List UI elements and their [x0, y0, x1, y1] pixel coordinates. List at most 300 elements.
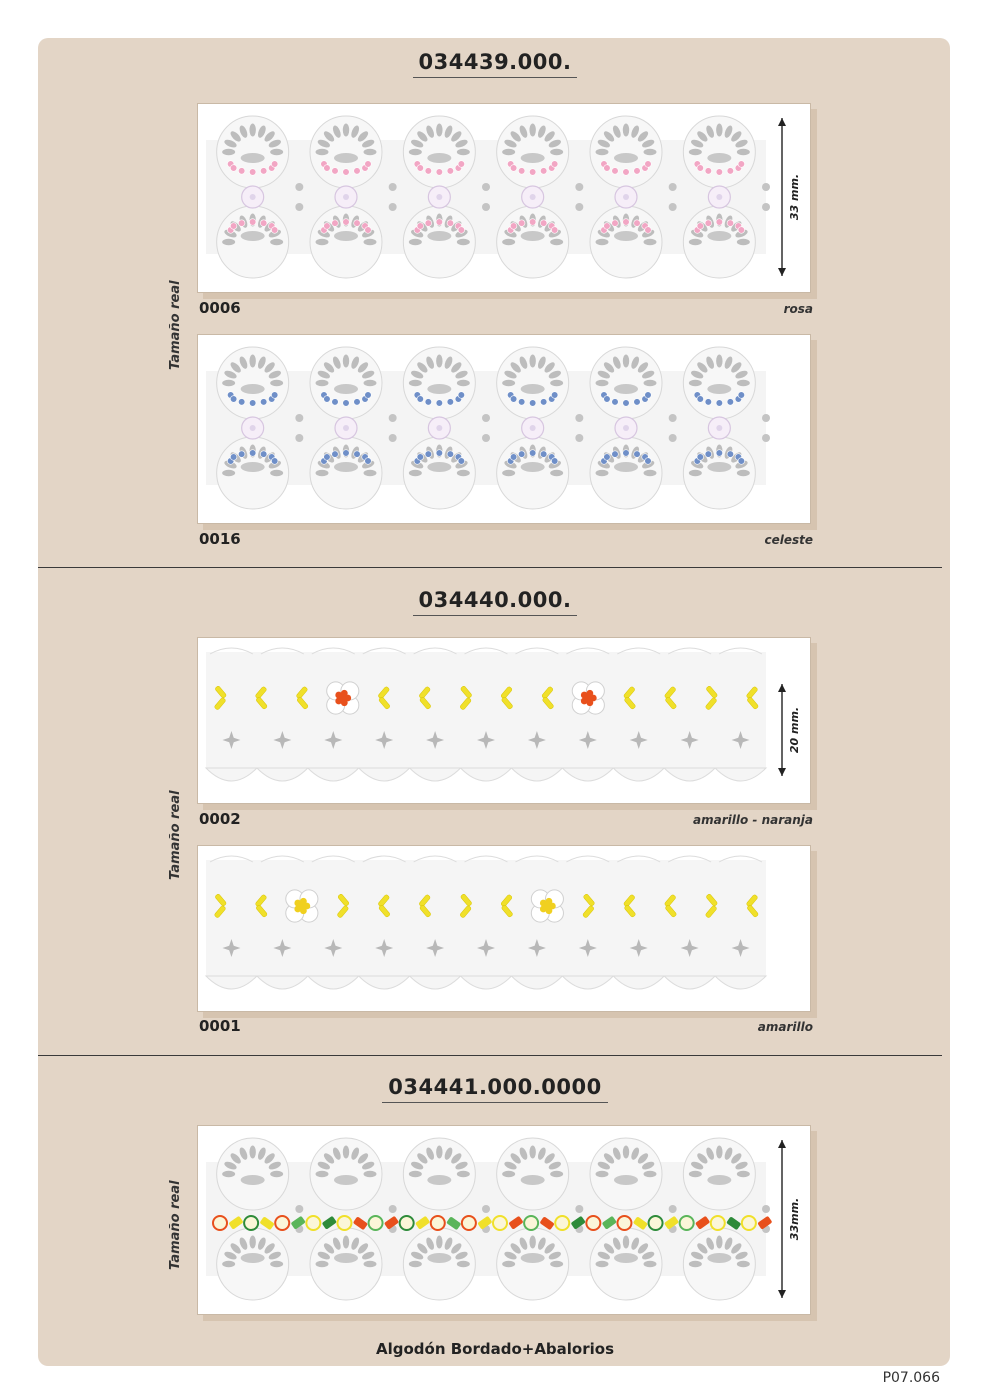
bead — [738, 227, 745, 234]
product-color: celeste — [764, 533, 813, 547]
bead — [365, 161, 372, 168]
eyelet-slot — [521, 153, 545, 163]
bead — [634, 451, 641, 458]
bead — [354, 399, 361, 406]
bead — [230, 396, 237, 403]
eyelet-hole — [737, 1261, 750, 1267]
eyelet-slot — [521, 384, 545, 394]
scallop — [257, 768, 308, 781]
eyelet-hole — [596, 149, 609, 155]
eyelet-slot — [334, 1175, 358, 1185]
eyelet-slot — [241, 1253, 265, 1263]
eyelet-hole — [249, 124, 255, 137]
eyelet-hole — [529, 1146, 535, 1159]
scallop — [562, 768, 613, 781]
bead — [425, 399, 432, 406]
eyelet-hole — [316, 380, 329, 386]
sequin — [369, 1216, 383, 1230]
eyelet-hole — [457, 470, 470, 476]
bead — [249, 219, 256, 226]
eyelet-hole — [550, 239, 563, 245]
eyelet-hole — [737, 239, 750, 245]
eyelet-slot — [241, 462, 265, 472]
bead — [238, 220, 245, 227]
eyelet-hole — [596, 239, 609, 245]
bead — [238, 399, 245, 406]
bead — [645, 458, 652, 465]
bead — [623, 219, 630, 226]
eyelet-hole — [502, 1171, 515, 1177]
bead — [365, 392, 372, 399]
eyelet-hole — [436, 355, 442, 368]
eyelet-hole — [482, 1205, 490, 1213]
eyelet-hole — [669, 203, 677, 211]
bead — [697, 396, 704, 403]
bead — [271, 458, 278, 465]
eyelet-hole — [502, 1261, 515, 1267]
bead — [332, 168, 339, 175]
sequin — [680, 1216, 694, 1230]
eyelet-hole — [457, 1261, 470, 1267]
bead — [447, 399, 454, 406]
sequin-center — [623, 425, 629, 431]
eyelet-hole — [502, 239, 515, 245]
eyelet-hole — [689, 470, 702, 476]
eyelet-hole — [389, 414, 397, 422]
scallop — [410, 976, 461, 989]
scallop — [359, 976, 410, 989]
bead — [551, 161, 558, 168]
eyelet-hole — [716, 355, 722, 368]
eyelet-hole — [343, 1146, 349, 1159]
eyelet-hole — [364, 149, 377, 155]
section-title: 034441.000.0000 — [0, 1075, 990, 1103]
arrow-down-icon — [778, 768, 786, 776]
eyelet-hole — [270, 380, 283, 386]
eyelet-hole — [364, 1171, 377, 1177]
eyelet-hole — [316, 1261, 329, 1267]
eyelet-hole — [364, 470, 377, 476]
measure-label: 20 mm. — [788, 706, 801, 754]
bead — [458, 227, 465, 234]
scallop — [461, 976, 512, 989]
product-image-0006 — [197, 103, 811, 293]
bead — [716, 450, 723, 457]
sequin-center — [530, 194, 536, 200]
eyelet-hole — [575, 203, 583, 211]
eyelet-hole — [295, 203, 303, 211]
flower-bead — [298, 903, 305, 910]
sequin — [524, 1216, 538, 1230]
eyelet-hole — [316, 149, 329, 155]
eyelet-hole — [596, 380, 609, 386]
bead — [447, 220, 454, 227]
bead — [634, 399, 641, 406]
eyelet-hole — [316, 1171, 329, 1177]
product-image-0001 — [197, 845, 811, 1012]
bead — [727, 399, 734, 406]
lace-body — [206, 648, 766, 781]
eyelet-hole — [222, 239, 235, 245]
sequin-center — [716, 425, 722, 431]
eyelet-hole — [737, 470, 750, 476]
eyelet-hole — [762, 1205, 770, 1213]
bead — [738, 458, 745, 465]
bead — [623, 450, 630, 457]
sequin — [431, 1216, 445, 1230]
bead — [604, 165, 611, 172]
bead — [458, 458, 465, 465]
bead — [343, 169, 350, 176]
sequin — [555, 1216, 569, 1230]
eyelet-hole — [270, 149, 283, 155]
eyelet-hole — [669, 434, 677, 442]
sequin-center — [436, 194, 442, 200]
bead — [417, 165, 424, 172]
bead — [510, 396, 517, 403]
eyelet-hole — [550, 1171, 563, 1177]
bead — [271, 227, 278, 234]
sequin — [400, 1216, 414, 1230]
eyelet-hole — [222, 1261, 235, 1267]
eyelet-hole — [457, 1171, 470, 1177]
bead — [458, 161, 465, 168]
bead — [260, 451, 267, 458]
product-code: 0001 — [199, 1017, 241, 1035]
bead — [518, 168, 525, 175]
eyelet-slot — [427, 1253, 451, 1263]
bead — [271, 161, 278, 168]
bead — [249, 450, 256, 457]
lace-eyelet-trim — [198, 335, 810, 523]
section-divider — [38, 1055, 942, 1056]
bead — [436, 169, 443, 176]
eyelet-hole — [249, 355, 255, 368]
bead — [425, 220, 432, 227]
eyelet-hole — [316, 239, 329, 245]
bead — [738, 161, 745, 168]
eyelet-slot — [614, 462, 638, 472]
lace-body — [206, 856, 766, 989]
sequin — [742, 1216, 756, 1230]
eyelet-hole — [529, 355, 535, 368]
scallop — [511, 976, 562, 989]
bead — [705, 168, 712, 175]
eyelet-hole — [502, 380, 515, 386]
eyelet-hole — [457, 149, 470, 155]
arrow-down-icon — [778, 268, 786, 276]
bead — [551, 458, 558, 465]
bead — [529, 169, 536, 176]
bead — [343, 450, 350, 457]
sequin-center — [716, 194, 722, 200]
eyelet-hole — [737, 380, 750, 386]
eyelet-hole — [716, 1236, 722, 1249]
product-code: 0002 — [199, 810, 241, 828]
arrow-up-icon — [778, 118, 786, 126]
scallop — [461, 768, 512, 781]
eyelet-slot — [521, 462, 545, 472]
eyelet-hole — [575, 183, 583, 191]
eyelet-hole — [550, 149, 563, 155]
lace-eyelet-trim — [198, 104, 810, 292]
bead — [332, 399, 339, 406]
bead — [697, 223, 704, 230]
bead — [510, 454, 517, 461]
bead — [417, 396, 424, 403]
eyelet-hole — [343, 1236, 349, 1249]
fabric-band — [206, 652, 766, 768]
eyelet-hole — [389, 203, 397, 211]
eyelet-slot — [241, 231, 265, 241]
eyelet-hole — [623, 1146, 629, 1159]
bead — [645, 227, 652, 234]
bead — [705, 399, 712, 406]
bead — [354, 168, 361, 175]
scallop — [664, 976, 715, 989]
eyelet-slot — [334, 153, 358, 163]
bead — [697, 454, 704, 461]
eyelet-hole — [409, 1171, 422, 1177]
bead — [697, 165, 704, 172]
section-divider — [38, 567, 942, 568]
arrow-down-icon — [778, 1290, 786, 1298]
sequin-center — [250, 425, 256, 431]
eyelet-hole — [689, 1261, 702, 1267]
lace-multicolor-beaded-trim — [198, 1126, 810, 1314]
scalloped-beaded-trim — [198, 846, 810, 1011]
bead — [425, 451, 432, 458]
bead — [436, 450, 443, 457]
product-image-0016 — [197, 334, 811, 524]
eyelet-hole — [249, 1236, 255, 1249]
fabric-band — [206, 140, 766, 254]
bead — [343, 400, 350, 407]
bead — [230, 454, 237, 461]
eyelet-hole — [644, 149, 657, 155]
eyelet-slot — [614, 1253, 638, 1263]
bead — [324, 454, 331, 461]
eyelet-slot — [334, 1253, 358, 1263]
eyelet-hole — [436, 1146, 442, 1159]
eyelet-hole — [482, 434, 490, 442]
eyelet-slot — [707, 1253, 731, 1263]
sequin-center — [436, 425, 442, 431]
bead — [324, 396, 331, 403]
eyelet-hole — [596, 1171, 609, 1177]
eyelet-hole — [502, 470, 515, 476]
eyelet-hole — [737, 149, 750, 155]
eyelet-hole — [575, 414, 583, 422]
eyelet-hole — [689, 239, 702, 245]
eyelet-hole — [762, 203, 770, 211]
scallop — [613, 768, 664, 781]
flower-bead — [585, 695, 592, 702]
eyelet-hole — [364, 380, 377, 386]
eyelet-slot — [241, 384, 265, 394]
bead — [324, 223, 331, 230]
product-color: amarillo — [757, 1020, 813, 1034]
sequin — [337, 1216, 351, 1230]
sequin — [586, 1216, 600, 1230]
sequin — [649, 1216, 663, 1230]
scallop — [206, 768, 257, 781]
eyelet-hole — [270, 470, 283, 476]
bead — [612, 168, 619, 175]
bead — [260, 220, 267, 227]
bead — [612, 220, 619, 227]
eyelet-hole — [762, 414, 770, 422]
eyelet-hole — [596, 470, 609, 476]
scallop — [206, 976, 257, 989]
eyelet-hole — [222, 380, 235, 386]
eyelet-slot — [521, 231, 545, 241]
bead — [716, 169, 723, 176]
eyelet-hole — [550, 380, 563, 386]
eyelet-hole — [644, 380, 657, 386]
section-title: 034439.000. — [0, 50, 990, 78]
eyelet-hole — [364, 239, 377, 245]
scallop — [410, 768, 461, 781]
bead — [705, 220, 712, 227]
bead — [417, 223, 424, 230]
eyelet-hole — [295, 183, 303, 191]
eyelet-hole — [409, 1261, 422, 1267]
bead — [332, 451, 339, 458]
eyelet-hole — [222, 149, 235, 155]
eyelet-slot — [614, 153, 638, 163]
scallop — [511, 768, 562, 781]
eyelet-hole — [436, 124, 442, 137]
bead — [604, 454, 611, 461]
eyelet-slot — [334, 462, 358, 472]
eyelet-slot — [427, 231, 451, 241]
eyelet-hole — [409, 470, 422, 476]
bead — [230, 223, 237, 230]
sequin-center — [343, 425, 349, 431]
eyelet-hole — [457, 380, 470, 386]
bead — [447, 451, 454, 458]
bead — [238, 451, 245, 458]
measure-label: 33 mm. — [788, 173, 801, 221]
eyelet-hole — [295, 414, 303, 422]
bead — [738, 392, 745, 399]
bead — [343, 219, 350, 226]
bead — [727, 168, 734, 175]
eyelet-slot — [241, 1175, 265, 1185]
eyelet-hole — [295, 434, 303, 442]
eyelet-hole — [270, 239, 283, 245]
eyelet-hole — [762, 434, 770, 442]
measure-label: 33mm. — [788, 1197, 801, 1241]
eyelet-slot — [707, 153, 731, 163]
bead — [260, 399, 267, 406]
eyelet-hole — [409, 239, 422, 245]
eyelet-hole — [222, 470, 235, 476]
bead — [271, 392, 278, 399]
eyelet-hole — [689, 380, 702, 386]
eyelet-slot — [427, 384, 451, 394]
eyelet-slot — [707, 231, 731, 241]
material-caption: Algodón Bordado+Abalorios — [375, 1340, 615, 1358]
section-title: 034440.000. — [0, 588, 990, 616]
eyelet-hole — [575, 434, 583, 442]
bead — [238, 168, 245, 175]
product-code: 0006 — [199, 299, 241, 317]
eyelet-hole — [762, 183, 770, 191]
bead — [436, 219, 443, 226]
bead — [529, 450, 536, 457]
bead — [332, 220, 339, 227]
bead — [354, 220, 361, 227]
page-number: P07.066 — [882, 1370, 940, 1386]
bead — [447, 168, 454, 175]
eyelet-slot — [241, 153, 265, 163]
eyelet-hole — [457, 239, 470, 245]
bead — [645, 161, 652, 168]
eyelet-hole — [716, 124, 722, 137]
eyelet-hole — [222, 1171, 235, 1177]
bead — [551, 227, 558, 234]
sequin — [493, 1216, 507, 1230]
bead — [540, 399, 547, 406]
sequin — [244, 1216, 258, 1230]
bead — [623, 169, 630, 176]
eyelet-hole — [482, 203, 490, 211]
side-label: Tamaño real — [168, 1180, 183, 1270]
eyelet-hole — [482, 414, 490, 422]
bead — [249, 169, 256, 176]
eyelet-hole — [529, 124, 535, 137]
bead — [727, 220, 734, 227]
eyelet-hole — [295, 1205, 303, 1213]
bead — [716, 400, 723, 407]
scallop — [308, 976, 359, 989]
bead — [417, 454, 424, 461]
eyelet-hole — [575, 1205, 583, 1213]
sequin — [617, 1216, 631, 1230]
scalloped-beaded-trim — [198, 638, 810, 803]
eyelet-slot — [614, 231, 638, 241]
eyelet-hole — [409, 149, 422, 155]
eyelet-hole — [596, 1261, 609, 1267]
bead — [518, 399, 525, 406]
bead — [540, 220, 547, 227]
sequin-center — [343, 194, 349, 200]
bead — [529, 219, 536, 226]
eyelet-hole — [270, 1261, 283, 1267]
scallop — [613, 976, 664, 989]
bead — [518, 220, 525, 227]
bead — [249, 400, 256, 407]
bead — [604, 396, 611, 403]
eyelet-slot — [427, 153, 451, 163]
eyelet-hole — [343, 124, 349, 137]
bead — [634, 220, 641, 227]
eyelet-slot — [707, 462, 731, 472]
sequin — [306, 1216, 320, 1230]
eyelet-hole — [623, 1236, 629, 1249]
bead — [260, 168, 267, 175]
bead — [365, 227, 372, 234]
eyelet-hole — [436, 1236, 442, 1249]
scallop — [664, 768, 715, 781]
sequin — [462, 1216, 476, 1230]
bead — [529, 400, 536, 407]
eyelet-hole — [644, 1261, 657, 1267]
sequin — [213, 1216, 227, 1230]
lace-body — [206, 1138, 772, 1300]
